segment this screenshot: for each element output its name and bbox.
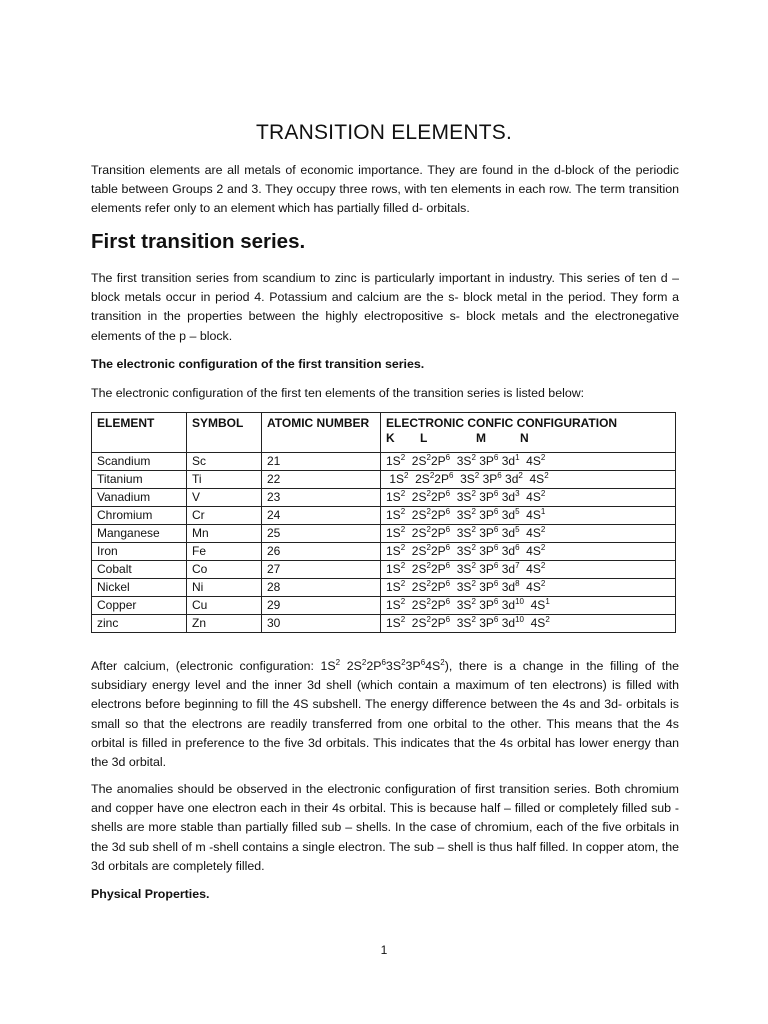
table-row xyxy=(92,597,676,615)
header-config xyxy=(381,413,676,453)
header-symbol: SYMBOL xyxy=(187,413,262,453)
s-electrons: 1 xyxy=(540,507,546,516)
s-electrons: 2 xyxy=(540,561,546,570)
physical-properties-heading: Physical Properties. xyxy=(91,887,210,901)
configuration-table xyxy=(91,412,676,633)
config-intro: The electronic configuration of the first ten elements of the transition series is listed below: xyxy=(91,386,585,400)
d-electrons: 6 xyxy=(515,543,520,552)
cell-configuration: $1S^2$ $2S^22P^6$ $3S^2$ $3P^6$ $3d^2$ $4S^2$ xyxy=(381,471,676,489)
table-row xyxy=(92,579,676,597)
cell-atomic-number: 27 xyxy=(262,561,381,579)
cell-atomic-number: 24 xyxy=(262,507,381,525)
cell-element: Cobalt xyxy=(92,561,187,579)
cell-configuration: $1S^2$ $2S^22P^6$ $3S^2$ $3P^6$ $3d^7$ $4S^2$ xyxy=(381,561,676,579)
d-electrons: 8 xyxy=(515,579,520,588)
cell-atomic-number: 22 xyxy=(262,471,381,489)
cell-symbol: Co xyxy=(187,561,262,579)
cell-configuration: $1S^2$ $2S^22P^6$ $3S^2$ $3P^6$ $3d^3$ $4S^2$ xyxy=(381,489,676,507)
intro-paragraph: Transition elements are all metals of economic importance. They are found in the d-block of the periodic table between Groups 2 and 3. They occupy three rows, with ten elements in each row. The term transition elements refer only to an element which has partially filled d- orbitals. xyxy=(91,163,679,216)
cell-element: Copper xyxy=(92,597,187,615)
cell-symbol: Mn xyxy=(187,525,262,543)
cell-atomic-number: 23 xyxy=(262,489,381,507)
cell-configuration: $1S^2$ $2S^22P^6$ $3S^2$ $3P^6$ $3d^1$ $4S^2$ xyxy=(381,453,676,471)
cell-atomic-number: 30 xyxy=(262,615,381,633)
cell-configuration: $1S^2$ $2S^22P^6$ $3S^2$ $3P^6$ $3d^8$ $4S^2$ xyxy=(381,579,676,597)
shell-m: M xyxy=(476,431,486,445)
cell-configuration: $1S^2$ $2S^22P^6$ $3S^2$ $3P^6$ $3d^5$ $4S^2$ xyxy=(381,525,676,543)
table-row xyxy=(92,561,676,579)
cell-atomic-number: 29 xyxy=(262,597,381,615)
table-row xyxy=(92,489,676,507)
cell-atomic-number: 28 xyxy=(262,579,381,597)
cell-atomic-number: 26 xyxy=(262,543,381,561)
s-electrons: 2 xyxy=(540,543,546,552)
cell-element: zinc xyxy=(92,615,187,633)
anomalies-paragraph: The anomalies should be observed in the electronic configuration of first transition series. Both chromium and copper have one electron each in their 4s orbital. This is because half – filled or completely filled sub -shells are more stable than partially filled sub – shells. In the case of chromium, each of the five orbitals in the 3d sub shell of m -shell contains a single electron. The sub – shell is thus half filled. In copper atom, the 3d orbitals are completely filled. xyxy=(91,782,679,873)
table-row xyxy=(92,543,676,561)
d-electrons: 5 xyxy=(515,525,520,534)
d-electrons: 7 xyxy=(515,561,520,570)
s-electrons: 2 xyxy=(540,579,546,588)
s-electrons: 2 xyxy=(540,453,546,462)
s-electrons: 2 xyxy=(545,615,550,624)
s-electrons: 2 xyxy=(540,489,546,498)
shell-labels xyxy=(386,431,670,445)
page-number: 1 xyxy=(380,943,388,957)
cell-element: Iron xyxy=(92,543,187,561)
cell-symbol: Zn xyxy=(187,615,262,633)
cell-symbol: Fe xyxy=(187,543,262,561)
table-row xyxy=(92,471,676,489)
after-calcium-paragraph: After calcium, (electronic configuration: $1S^2$ $2S^22P^63S^23P^64S^2$), there is a change in the filling of the subsidiary energy level and the inner 3d shell (which contain a maximum of ten electrons) is filled with electrons before beginning to fill the 4S subshell. The energy difference between the 4s and 3d- orbitals is small so that the electrons are readily transferred from one orbital to the other. This means that the 4s orbital is filled in preference to the five 3d orbitals. This indicates that the 4s orbital has lower energy than the 3d orbital. xyxy=(91,657,679,770)
d-electrons: 2 xyxy=(518,471,523,480)
cell-element: Nickel xyxy=(92,579,187,597)
cell-symbol: Ti xyxy=(187,471,262,489)
page-title: TRANSITION ELEMENTS. xyxy=(255,121,513,144)
shell-l: L xyxy=(420,431,428,445)
cell-configuration: $1S^2$ $2S^22P^6$ $3S^2$ $3P^6$ $3d^{10}$ $4S^1$ xyxy=(381,597,676,615)
header-config-label: ELECTRONIC CONFIC CONFIGURATION xyxy=(386,416,618,430)
table-header-row xyxy=(92,413,676,453)
d-electrons: 3 xyxy=(515,489,520,498)
table-row xyxy=(92,453,676,471)
table-row xyxy=(92,525,676,543)
header-element: ELEMENT xyxy=(92,413,187,453)
cell-element: Chromium xyxy=(92,507,187,525)
s-electrons: 2 xyxy=(544,471,549,480)
cell-configuration: $1S^2$ $2S^22P^6$ $3S^2$ $3P^6$ $3d^6$ $4S^2$ xyxy=(381,543,676,561)
header-atomic-number: ATOMIC NUMBER xyxy=(262,413,381,453)
s-electrons: 2 xyxy=(540,525,546,534)
section-paragraph: The first transition series from scandium to zinc is particularly important in industry. This series of ten d – block metals occur in period 4. Potassium and calcium are the s- block metal in the period. They form a transition in the properties between the highly electropositive s- block metals and the electronegative elements of the p – block. xyxy=(91,271,679,343)
after-calcium-text: ), there is a change in the filling of the subsidiary energy level and the inner 3d shell (which contain a maximum of ten electrons) is filled with electrons before beginning to fill the 4S subshell. The energy difference between the 4s and 3d- orbitals is small so that the electrons are readily transferred from one orbital to the other. This means that the 4s orbital is filled in preference to the five 3d orbitals. This indicates that the 4s orbital has lower energy than the 3d orbital. xyxy=(91,659,679,770)
cell-symbol: Cr xyxy=(187,507,262,525)
cell-symbol: Sc xyxy=(187,453,262,471)
cell-element: Manganese xyxy=(92,525,187,543)
cell-element: Scandium xyxy=(92,453,187,471)
s-electrons: 1 xyxy=(545,597,550,606)
cell-atomic-number: 25 xyxy=(262,525,381,543)
d-electrons: 10 xyxy=(515,615,524,624)
d-electrons: 1 xyxy=(515,453,520,462)
cell-atomic-number: 21 xyxy=(262,453,381,471)
shell-k: K xyxy=(386,431,395,445)
cell-symbol: Ni xyxy=(187,579,262,597)
cell-configuration: $1S^2$ $2S^22P^6$ $3S^2$ $3P^6$ $3d^5$ $4S^1$ xyxy=(381,507,676,525)
cell-element: Titanium xyxy=(92,471,187,489)
cell-element: Vanadium xyxy=(92,489,187,507)
cell-configuration: $1S^2$ $2S^22P^6$ $3S^2$ $3P^6$ $3d^{10}$ $4S^2$ xyxy=(381,615,676,633)
d-electrons: 10 xyxy=(515,597,524,606)
config-heading: The electronic configuration of the first transition series. xyxy=(91,357,425,371)
table-row xyxy=(92,615,676,633)
section-heading: First transition series. xyxy=(91,230,306,253)
cell-symbol: Cu xyxy=(187,597,262,615)
table-row xyxy=(92,507,676,525)
cell-symbol: V xyxy=(187,489,262,507)
shell-n: N xyxy=(520,431,529,445)
d-electrons: 5 xyxy=(515,507,520,516)
